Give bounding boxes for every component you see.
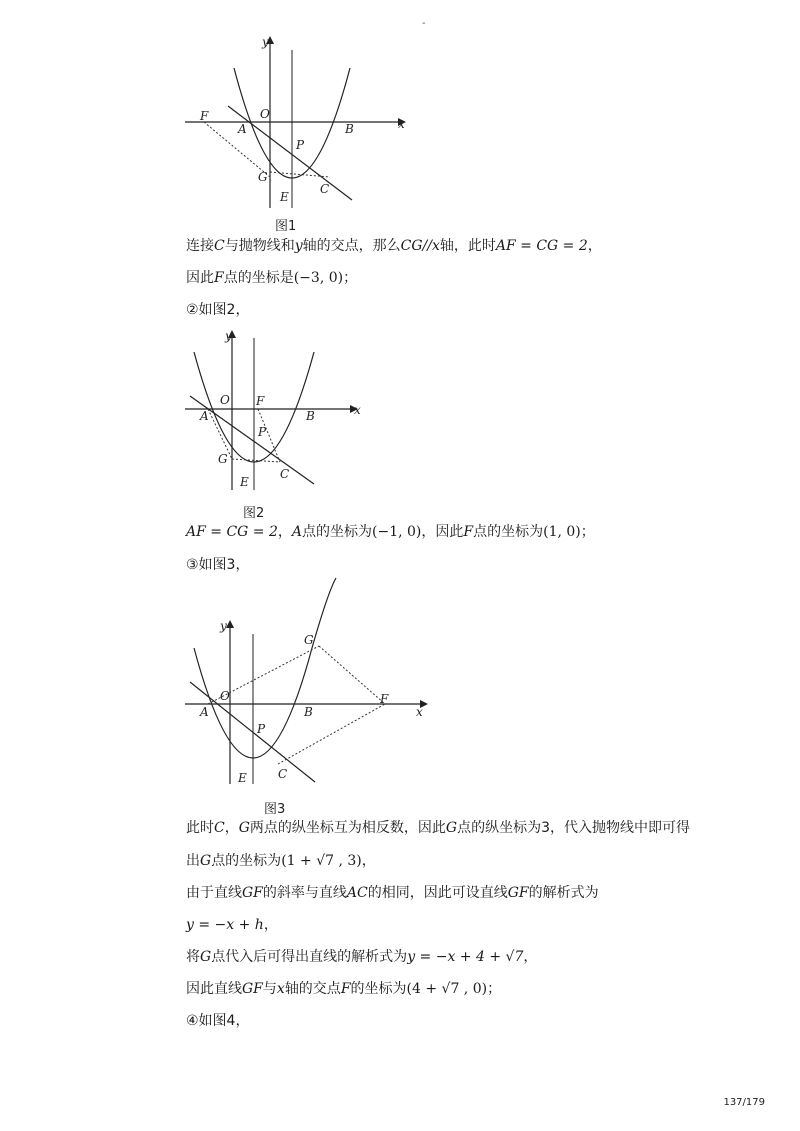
label-f: F [200,109,209,123]
text-line-11: 因此直线GF与x轴的交点F的坐标为(4 + √7 , 0)； [186,981,502,997]
label-b: B [306,409,315,423]
text-line-7: 出G点的坐标为(1 + √7 , 3)， [186,853,376,869]
label-b: B [304,705,313,719]
text-line-12: ④如图4， [186,1013,250,1029]
label-o: O [220,393,230,407]
label-c: C [278,767,288,781]
label-f: F [380,692,389,706]
text-line-1: 连接C与抛物线和y轴的交点，那么CG//x轴，此时AF = CG = 2， [186,238,602,254]
figure-2 [180,322,380,500]
label-x: x [354,403,361,417]
label-b: B [345,122,354,136]
figure-2-caption: 图2 [243,506,265,521]
label-g: G [218,452,228,466]
text-line-5: ③如图3， [186,557,250,573]
text-line-6: 此时C，G两点的纵坐标互为相反数，因此G点的纵坐标为3，代入抛物线中即可得 [186,820,690,836]
text-line-10: 将G点代入后可得出直线的解析式为y = −x + 4 + √7， [186,949,538,965]
figure-1-caption: 图1 [275,219,297,234]
page-number: 137/179 [723,1097,765,1108]
label-g: G [304,633,314,647]
text-line-9: y = −x + h， [186,917,278,933]
label-a: A [238,122,247,136]
header-mark: - [422,18,426,29]
label-o: O [260,107,270,121]
label-p: P [258,425,267,439]
label-y: y [262,35,269,49]
label-e: E [240,475,249,489]
y-axis-arrow [226,620,234,628]
text-line-2: 因此F点的坐标是(−3, 0)； [186,270,358,286]
text-line-4: AF = CG = 2，A点的坐标为(−1, 0)，因此F点的坐标为(1, 0)； [186,524,595,540]
label-x: x [398,117,405,131]
figure-3-caption: 图3 [264,802,286,817]
label-y: y [225,329,232,343]
text-line-3: ②如图2， [186,302,250,318]
figure-1 [180,30,420,215]
label-g: G [258,170,268,184]
label-a: A [200,705,209,719]
label-y: y [220,619,227,633]
label-e: E [280,190,289,204]
label-a: A [200,409,209,423]
text-line-8: 由于直线GF的斜率与直线AC的相同，因此可设直线GF的解析式为 [186,885,599,901]
figure-3 [180,572,440,802]
dashed-gf [319,646,385,704]
parabola-right-branch [312,578,336,648]
label-f: F [256,394,265,408]
label-c: C [320,182,330,196]
label-e: E [238,771,247,785]
label-x: x [416,705,423,719]
label-p: P [257,722,266,736]
dashed-cf [278,704,385,764]
label-p: P [296,138,305,152]
label-o: O [220,689,230,703]
line-ac [228,106,352,200]
label-c: C [280,467,290,481]
